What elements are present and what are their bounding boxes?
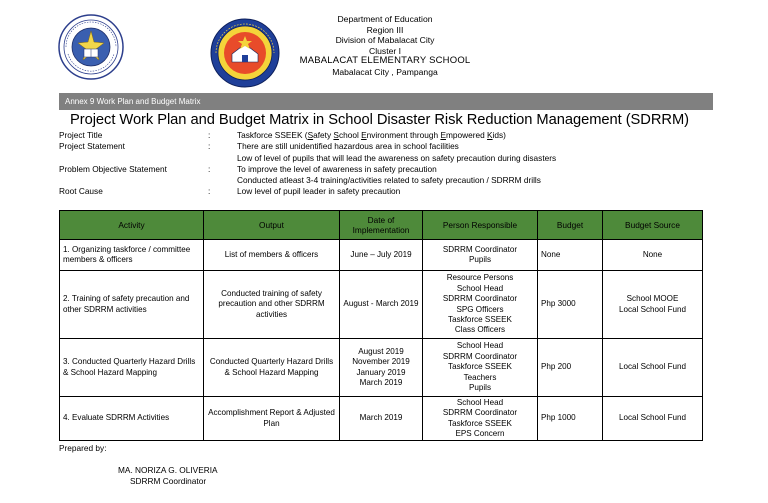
department-name: Department of Education (337, 14, 433, 24)
person-cell: School Head SDRRM Coordinator Taskforce SSEEK Teachers Pupils (423, 339, 538, 397)
column-header-budget: Budget (538, 211, 603, 240)
colon: : (208, 186, 211, 197)
budget-source-cell: School MOOE Local School Fund (603, 271, 703, 339)
project-statement-label: Project Statement (59, 141, 125, 152)
signer-role: SDRRM Coordinator (130, 476, 207, 486)
activity-cell: 4. Evaluate SDRRM Activities (60, 397, 204, 441)
deped-seal-logo (58, 14, 124, 80)
colon: : (208, 130, 211, 140)
person-cell: School Head SDRRM Coordinator Taskforce SSEEK EPS Concern (423, 397, 538, 441)
budget-matrix-table (59, 210, 703, 441)
activity-cell: 1. Organizing taskforce / committee members & officers (60, 240, 204, 271)
output-cell: Conducted training of safety precaution and other SDRRM activities (204, 271, 340, 339)
project-statement-line-2: Low of level of pupils that will lead the awareness on safety precaution during disasters (237, 152, 557, 163)
problem-objective-line-1: To improve the level of awareness in safety precaution (237, 163, 437, 174)
root-cause-label: Root Cause (59, 186, 103, 197)
column-header-person: Person Responsible (423, 211, 538, 240)
school-location: Mabalacat City , Pampanga (332, 66, 438, 77)
activity-cell: 2. Training of safety precaution and other SDRRM activities (60, 271, 204, 339)
budget-cell: Php 3000 (538, 271, 603, 339)
budget-cell: Php 200 (538, 339, 603, 397)
column-header-output: Output (204, 211, 340, 240)
table-header-row (60, 211, 703, 240)
root-cause-value: Low level of pupil leader in safety precaution (237, 186, 401, 197)
region-name: Region III (366, 24, 404, 35)
budget-source-cell: Local School Fund (603, 339, 703, 397)
column-header-budget-source: Budget Source (603, 211, 703, 240)
table-row (60, 397, 703, 441)
project-title-label: Project Title (59, 130, 103, 140)
column-header-date: Date of Implementation (340, 211, 423, 240)
deped-header (260, 14, 510, 78)
person-cell: Resource Persons School Head SDRRM Coordinator SPG Officers Taskforce SSEEK Class Officers (423, 271, 538, 339)
annex-bar: Annex 9 Work Plan and Budget Matrix (59, 93, 713, 110)
problem-objective-label: Problem Objective Statement (59, 163, 167, 174)
output-cell: List of members & officers (204, 240, 340, 271)
table-row (60, 271, 703, 339)
table-row (60, 240, 703, 271)
person-cell: SDRRM Coordinator Pupils (423, 240, 538, 271)
budget-cell: Php 1000 (538, 397, 603, 441)
problem-objective-line-2: Conducted atleast 3-4 training/activities related to safety precaution / SDRRM drills (237, 175, 541, 186)
colon: : (208, 163, 211, 174)
signer-name: MA. NORIZA G. OLIVERIA (118, 465, 218, 475)
school-name: MABALACAT ELEMENTARY SCHOOL (299, 55, 471, 67)
budget-source-cell: None (603, 240, 703, 271)
date-cell: June – July 2019 (340, 240, 423, 271)
prepared-by-label: Prepared by: (59, 443, 107, 453)
cluster-name: Cluster I (369, 45, 401, 56)
page-title: Project Work Plan and Budget Matrix in School Disaster Risk Reduction Management (SDRRM) (70, 112, 689, 128)
activity-cell: 3. Conducted Quarterly Hazard Drills & School Hazard Mapping (60, 339, 204, 397)
date-cell: August - March 2019 (340, 271, 423, 339)
column-header-activity: Activity (60, 211, 204, 240)
colon: : (208, 141, 211, 152)
output-cell: Conducted Quarterly Hazard Drills & School Hazard Mapping (204, 339, 340, 397)
project-statement-line-1: There are still unidentified hazardous area in school facilities (237, 141, 459, 152)
output-cell: Accomplishment Report & Adjusted Plan (204, 397, 340, 441)
budget-cell: None (538, 240, 603, 271)
signatory (118, 465, 218, 487)
project-title-value: Taskforce SSEEK (Safety School Environment through Empowered Kids) (237, 130, 506, 140)
date-cell: March 2019 (340, 397, 423, 441)
table-row (60, 339, 703, 397)
division-name: Division of Mabalacat City (335, 35, 435, 46)
date-cell: August 2019 November 2019 January 2019 March 2019 (340, 339, 423, 397)
budget-source-cell: Local School Fund (603, 397, 703, 441)
